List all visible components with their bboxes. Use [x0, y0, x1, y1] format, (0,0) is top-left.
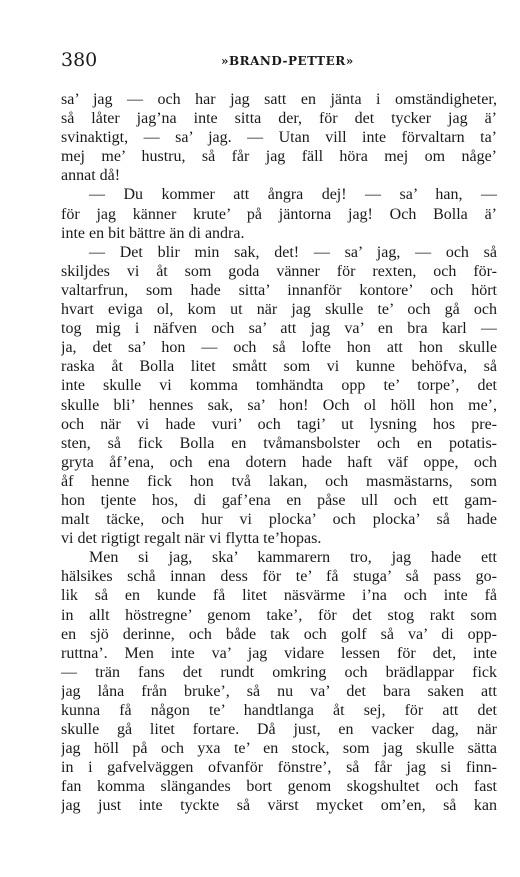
text-line: Men si jag, ska’ kammarern tro, jag hade ett: [89, 549, 497, 567]
text-line: lik så en kunde få litet näsvärme i’na och inte få: [61, 587, 497, 605]
page-header: [61, 48, 497, 74]
text-line: och när vi hade vuri’ och tagi’ ut lysning hos pre-: [61, 415, 497, 433]
text-line: in allt höstregne’ genom take’, för det stog rakt som: [61, 606, 497, 624]
text-line: tog mig i näfven och sa’ att jag va’ en bra karl —: [61, 320, 497, 338]
text-line: in i gafvelväggen ofvanför fönstre’, så får jag si finn-: [61, 759, 497, 777]
text-line: hälsikes schå innan dess för te’ få stuga’ så pass go-: [61, 568, 497, 586]
text-line: kunna få någon te’ handtlanga åt sej, för att det: [61, 702, 497, 719]
text-line: hon tjente hos, di gaf’ena en påse ull och ett gam-: [61, 491, 497, 509]
text-line: ruttna’. Men inte va’ jag vidare lessen för det, inte: [61, 644, 497, 662]
text-line: jag just inte tyckte så värst mycket om’en, så kan: [61, 797, 497, 815]
running-title: »BRAND-PETTER»: [221, 54, 354, 68]
text-line: valtarfrun, som hade sitta’ innanför kontore’ och hört: [61, 281, 497, 299]
text-line: gryta åf’ena, och ena dotern hade haft väf oppe, och: [61, 453, 497, 471]
text-line: malt täcke, och hur vi plocka’ och plocka’ så hade: [61, 511, 497, 529]
text-line: sten, så fick Bolla en tvåmansbolster och en potatis-: [61, 434, 497, 452]
text-line: annat då!: [61, 167, 121, 185]
text-line: jag låna från bruke’, så nu va’ det bara saken att: [61, 682, 497, 700]
text-line: så låter jag’na inte sitta der, för det tycker jag ä’: [61, 110, 497, 128]
text-line: hvart eviga ol, kom ut när jag skulle te’ och gå och: [61, 301, 497, 319]
text-line: för jag känner krute’ på jäntorna jag! Och Bolla ä’: [61, 205, 497, 223]
text-line: mej me’ hustru, så får jag fäll höra mej om någe’: [61, 148, 497, 166]
text-line: inte en bit bättre än di andra.: [61, 224, 245, 242]
text-line: svinaktigt, — sa’ jag. — Utan vill inte förvaltarn ta’: [61, 129, 497, 147]
text-line: — trän fans det rundt omkring och brädlappar fick: [61, 663, 497, 681]
text-line: skulle bli’ hennes sak, sa’ hon! Och ol höll hon me’,: [61, 396, 497, 414]
text-line: skulle gå litet fortare. Då just, en vacker dag, när: [61, 721, 497, 739]
text-line: vi det rigtigt regalt när vi flytta te’hopas.: [61, 530, 322, 548]
text-line: skiljdes vi åt som goda vänner för rexten, och för-: [61, 262, 497, 280]
text-line: jag höll på och yxa te’ en stock, som jag skulle sätta: [61, 740, 497, 758]
text-line: sa’ jag — och har jag satt en jänta i omständigheter,: [61, 91, 497, 108]
text-line: åf henne fick hon två lakan, och masmästarns, som: [61, 472, 497, 490]
text-line: — Det blir min sak, det! — sa’ jag, — och så: [89, 243, 497, 261]
text-line: — Du kommer att ångra dej! — sa’ han, —: [89, 186, 497, 204]
text-line: en sjö derinne, och både tak och golf så va’ di opp-: [61, 625, 497, 643]
text-line: raska åt Bolla litet smått som vi kunne behöfva, så: [61, 358, 497, 376]
page-number: 380: [61, 49, 98, 71]
text-line: ja, det sa’ hon — och så lofte hon att hon skulle: [61, 339, 497, 357]
body-text: [61, 90, 497, 816]
text-line: inte skulle vi komma tomhändta opp te’ torpe’, det: [61, 377, 497, 395]
text-line: fan komma slängandes bort genom skogshultet och fast: [61, 778, 497, 796]
